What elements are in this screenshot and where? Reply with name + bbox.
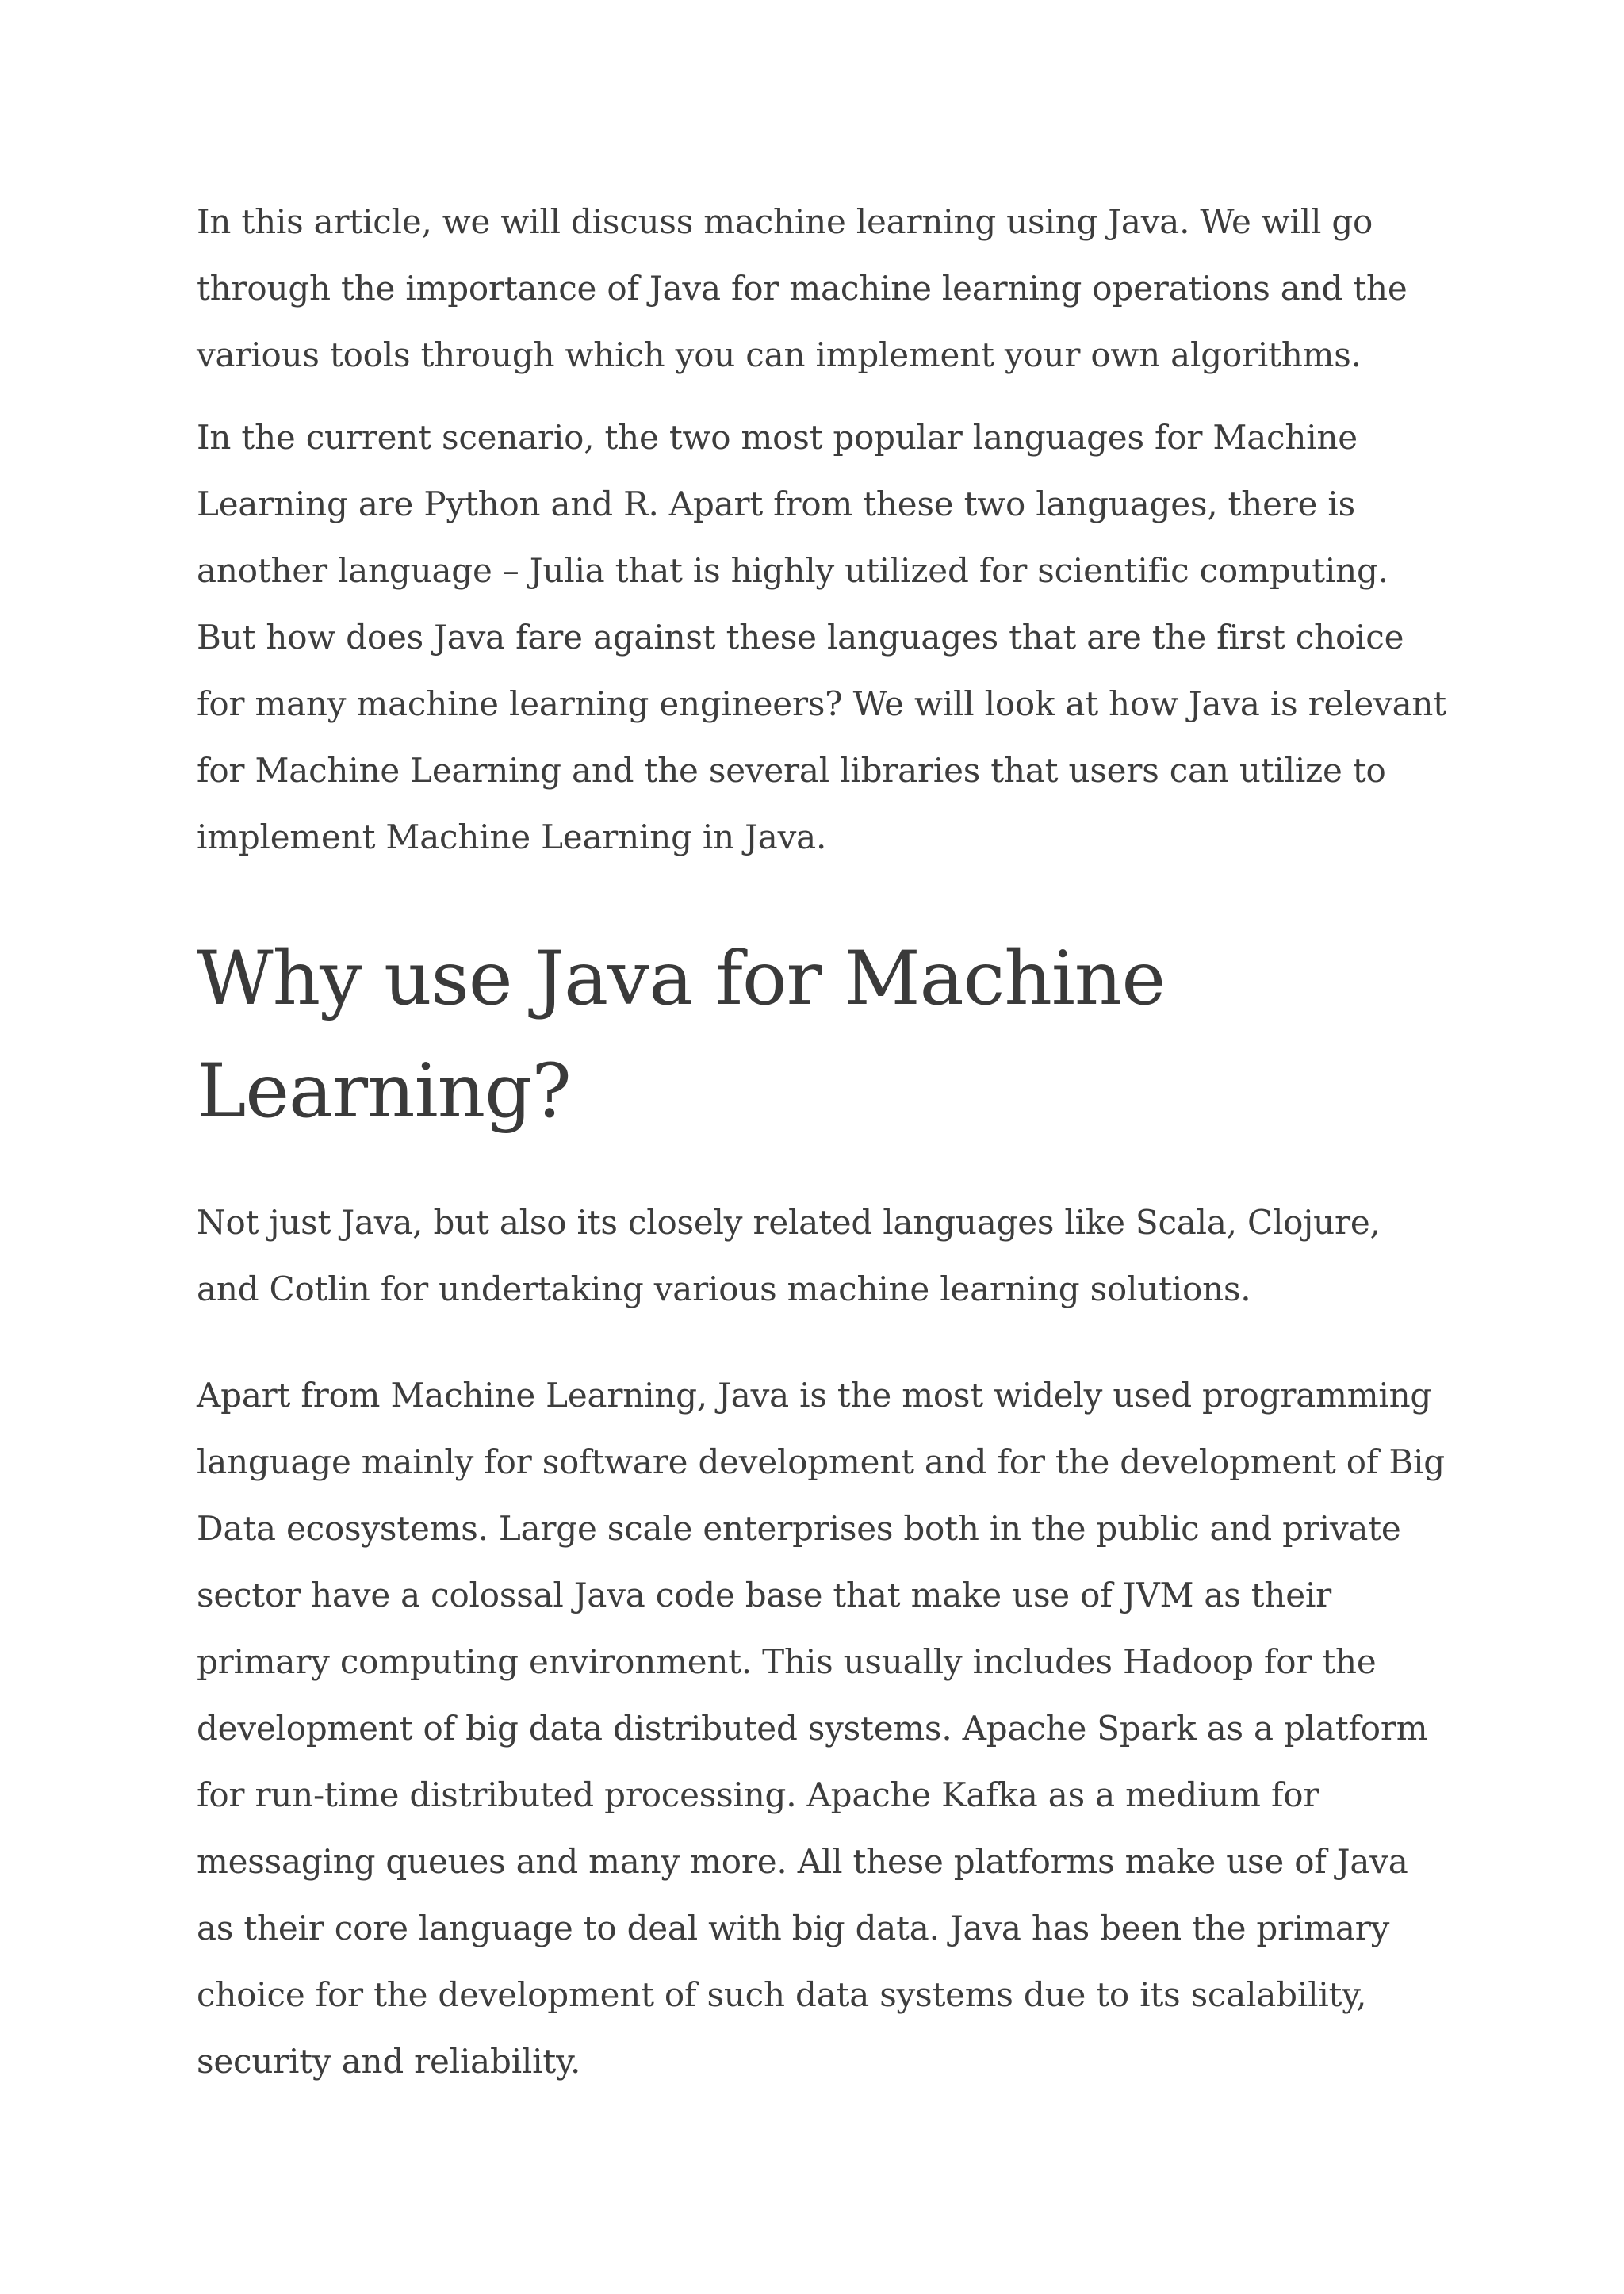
article-body bbox=[197, 189, 1450, 2095]
big-data-paragraph: Apart from Machine Learning, Java is the most widely used programming language mainly for software development and for the development of Big Data ecosystems. Large scale enterprises both in the public and private sector have a colossal Java code base that make use of JVM as their primary computing environment. This usually includes Hadoop for the development of big data distributed systems. Apache Spark as a platform for run-time distributed processing. Apache Kafka as a medium for messaging queues and many more. All these platforms make use of Java as their core language to deal with big data. Java has been the primary choice for the development of such data systems due to its scalability, security and reliability. bbox=[197, 1376, 1445, 2081]
scenario-paragraph: In the current scenario, the two most popular languages for Machine Learning are Python and R. Apart from these two languages, there is another language – Julia that is highly utilized for scientific computing. But how does Java fare against these languages that are the first choice for many machine learning engineers? We will look at how Java is relevant for Machine Learning and the several libraries that users can utilize to implement Machine Learning in Java. bbox=[197, 418, 1446, 856]
intro-paragraph: In this article, we will discuss machine learning using Java. We will go through the importance of Java for machine learning operations and the various tools through which you can implement your own algorithms. bbox=[197, 202, 1408, 374]
section-heading: Why use Java for Machine Learning? bbox=[197, 936, 1166, 1135]
related-languages-paragraph: Not just Java, but also its closely related languages like Scala, Clojure, and Cotlin for undertaking various machine learning solutions. bbox=[197, 1203, 1381, 1308]
